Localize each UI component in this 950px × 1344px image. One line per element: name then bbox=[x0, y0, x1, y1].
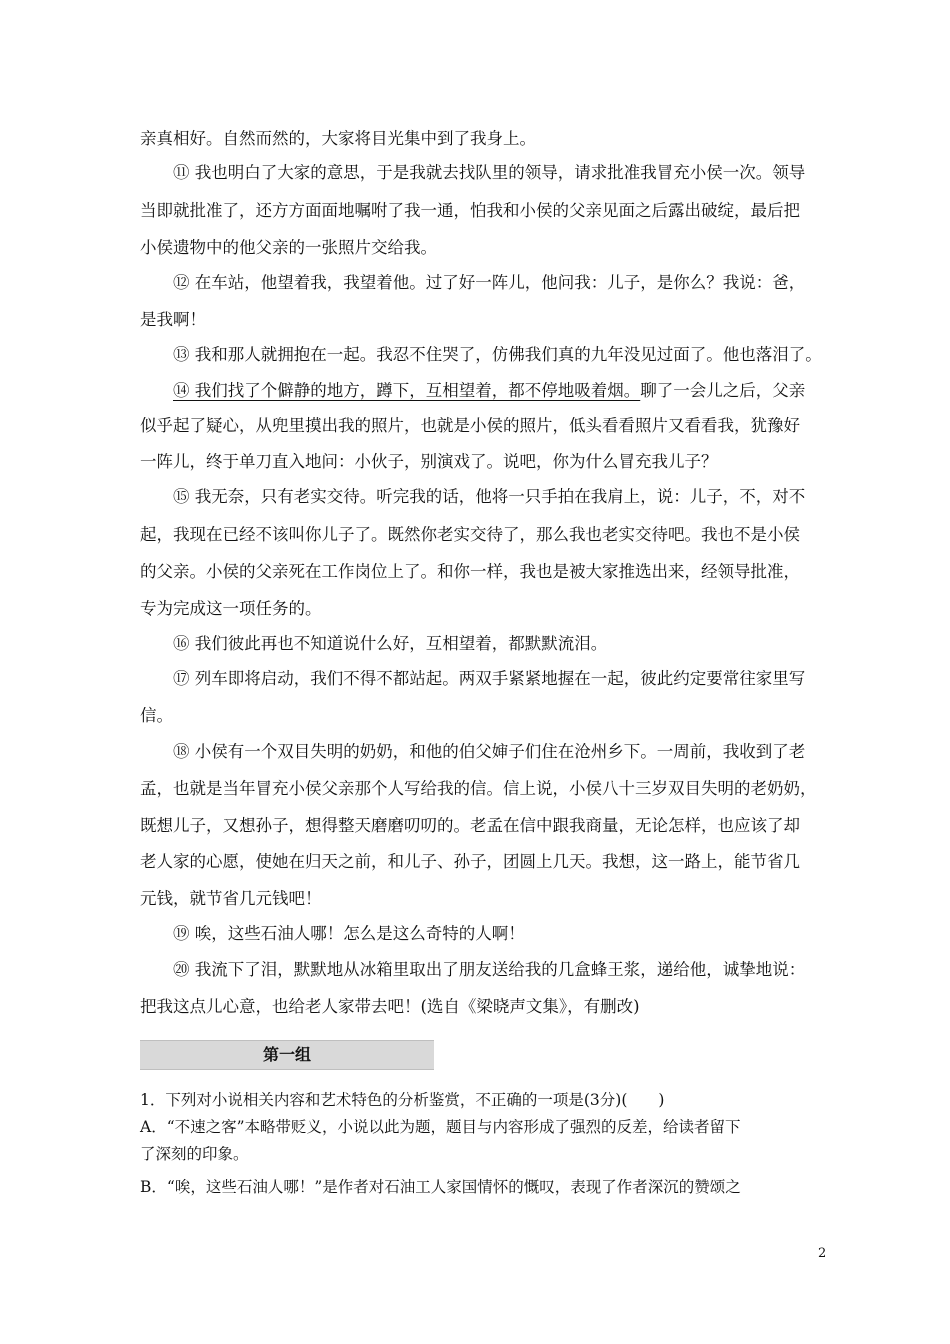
page-number: 2 bbox=[818, 1246, 827, 1261]
passage-line: 既想儿子，又想孙子，想得整天磨磨叨叨的。老孟在信中跟我商量，无论怎样，也应该了却 bbox=[140, 816, 800, 835]
paragraph-17: ⑰ 列车即将启动，我们不得不都站起。两双手紧紧地握在一起，彼此约定要常往家里写 bbox=[173, 669, 806, 688]
paragraph-19: ⑲ 唉，这些石油人哪！怎么是这么奇特的人啊！ bbox=[173, 924, 525, 943]
passage-line: 孟，也就是当年冒充小侯父亲那个人写给我的信。信上说，小侯八十三岁双目失明的老奶奶， bbox=[140, 779, 817, 798]
passage-line: 元钱，就节省几元钱吧！ bbox=[140, 889, 322, 908]
paragraph-15: ⑮ 我无奈，只有老实交待。听完我的话，他将一只手拍在我肩上，说：儿子，不，对不 bbox=[173, 487, 806, 506]
paragraph-18: ⑱ 小侯有一个双目失明的奶奶，和他的伯父婶子们住在沧州乡下。一周前，我收到了老 bbox=[173, 742, 806, 761]
section-header bbox=[140, 1040, 434, 1070]
passage-line: 起，我现在已经不该叫你儿子了。既然你老实交待了，那么我也老实交待吧。我也不是小侯 bbox=[140, 525, 800, 544]
paragraph-13: ⑬ 我和那人就拥抱在一起。我忍不住哭了，仿佛我们真的九年没见过面了。他也落泪了。 bbox=[173, 345, 822, 364]
passage-text: 聊了一会儿之后，父亲 bbox=[640, 381, 806, 400]
paragraph-20: ⑳ 我流下了泪，默默地从冰箱里取出了朋友送给我的几盒蜂王浆，递给他，诚挚地说： bbox=[173, 960, 806, 979]
passage-line: 一阵儿，终于单刀直入地问：小伙子，别演戏了。说吧，你为什么冒充我儿子？ bbox=[140, 452, 718, 471]
passage-line: 信。 bbox=[140, 706, 173, 725]
passage-line: 当即就批准了，还方方面面地嘱咐了我一通，怕我和小侯的父亲见面之后露出破绽，最后把 bbox=[140, 201, 800, 220]
passage-line: 小侯遗物中的他父亲的一张照片交给我。 bbox=[140, 238, 437, 257]
paragraph-14 bbox=[173, 376, 820, 406]
paragraph-12: ⑫ 在车站，他望着我，我望着他。过了好一阵儿，他问我：儿子，是你么？我说：爸， bbox=[173, 273, 806, 292]
paragraph-16: ⑯ 我们彼此再也不知道说什么好，互相望着，都默默流泪。 bbox=[173, 634, 608, 653]
section-title: 第一组 bbox=[262, 1045, 311, 1064]
option-b: B．“唉，这些石油人哪！”是作者对石油工人家国情怀的慨叹，表现了作者深沉的赞颂之 bbox=[140, 1178, 741, 1196]
passage-line: 似乎起了疑心，从兜里摸出我的照片，也就是小侯的照片，低头看看照片又看看我，犹豫好 bbox=[140, 416, 800, 435]
passage-line: 把我这点儿心意，也给老人家带去吧！(选自《梁晓声文集》，有删改) bbox=[140, 997, 640, 1016]
underlined-sentence: ⑭ 我们找了个僻静的地方，蹲下，互相望着，都不停地吸着烟。 bbox=[173, 381, 641, 400]
passage-line: 的父亲。小侯的父亲死在工作岗位上了。和你一样，我也是被大家推选出来，经领导批准， bbox=[140, 562, 800, 581]
passage-line: 老人家的心愿，使她在归天之前，和儿子、孙子，团圆上几天。我想，这一路上，能节省几 bbox=[140, 852, 800, 871]
question-1-stem: 1．下列对小说相关内容和艺术特色的分析鉴赏，不正确的一项是(3分)( ) bbox=[140, 1091, 665, 1109]
option-a-continued: 了深刻的印象。 bbox=[140, 1145, 249, 1163]
passage-line: 专为完成这一项任务的。 bbox=[140, 599, 322, 618]
option-a: A．“不速之客”本略带贬义，小说以此为题，题目与内容形成了强烈的反差，给读者留下 bbox=[140, 1118, 741, 1136]
passage-line: 是我啊！ bbox=[140, 310, 206, 329]
passage-line: 亲真相好。自然而然的，大家将目光集中到了我身上。 bbox=[140, 129, 536, 148]
paragraph-11: ⑪ 我也明白了大家的意思，于是我就去找队里的领导，请求批准我冒充小侯一次。领导 bbox=[173, 163, 806, 182]
